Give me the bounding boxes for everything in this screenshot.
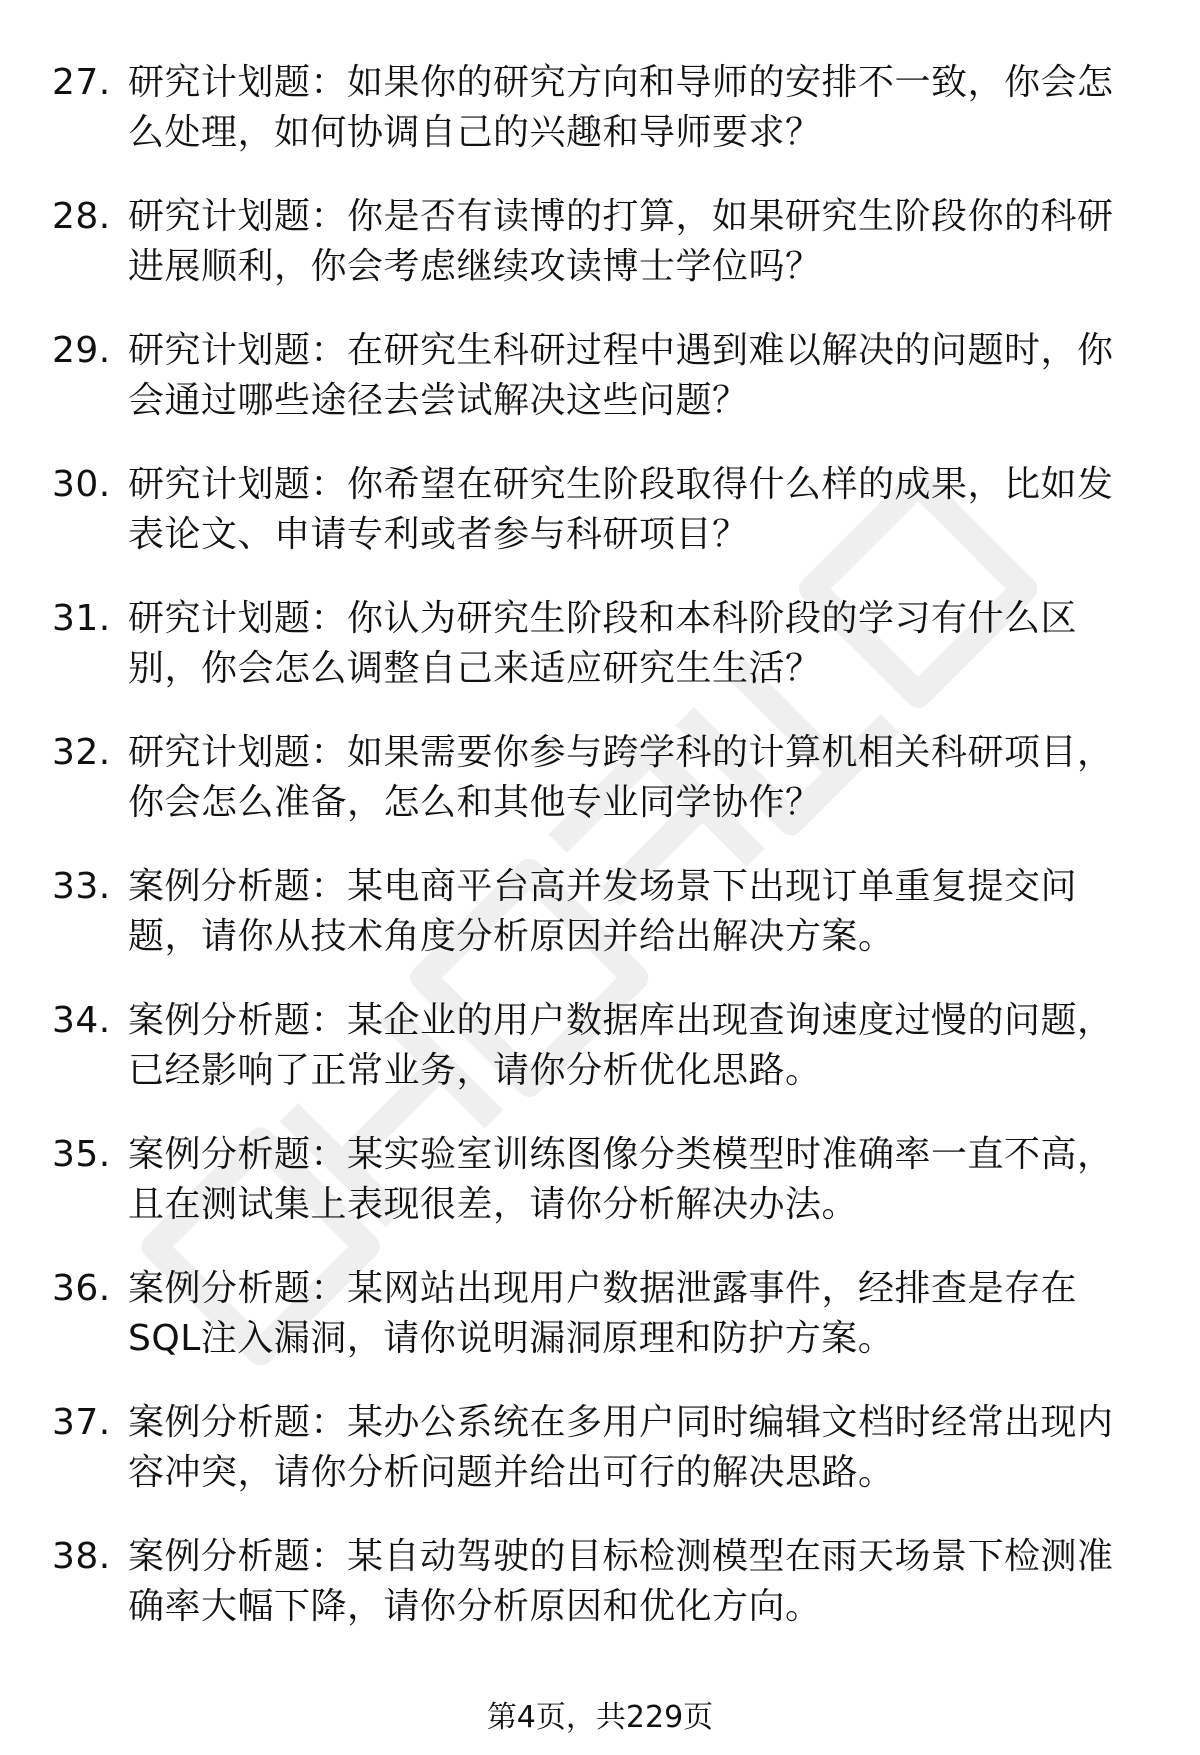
question-number: 38. <box>52 1536 111 1577</box>
question-text: 案例分析题：某自动驾驶的目标检测模型在雨天场景下检测准确率大幅下降，请你分析原因和优化方向。 <box>128 1536 1114 1627</box>
question-item <box>52 326 1142 460</box>
question-number: 29. <box>52 330 111 371</box>
question-number: 27. <box>52 62 111 103</box>
question-text: 案例分析题：某企业的用户数据库出现查询速度过慢的问题，已经影响了正常业务，请你分析优化思路。 <box>128 1000 1114 1091</box>
question-item <box>52 594 1142 728</box>
question-number: 28. <box>52 196 111 237</box>
page-number-footer: 第4页，共229页 <box>486 1700 714 1735</box>
question-item <box>52 1130 1142 1264</box>
question-text: 案例分析题：某网站出现用户数据泄露事件，经排查是存在SQL注入漏洞，请你说明漏洞原理和防护方案。 <box>128 1268 1078 1359</box>
question-number: 31. <box>52 598 111 639</box>
question-text: 研究计划题：你希望在研究生阶段取得什么样的成果，比如发表论文、申请专利或者参与科研项目？ <box>128 464 1114 555</box>
question-number: 35. <box>52 1134 111 1175</box>
question-item <box>52 996 1142 1130</box>
question-item <box>52 1532 1142 1666</box>
question-text: 研究计划题：如果你的研究方向和导师的安排不一致，你会怎么处理，如何协调自己的兴趣和导师要求？ <box>128 62 1114 153</box>
question-text: 研究计划题：你认为研究生阶段和本科阶段的学习有什么区别，你会怎么调整自己来适应研究生生活？ <box>128 598 1078 689</box>
question-number: 30. <box>52 464 111 505</box>
question-number: 37. <box>52 1402 111 1443</box>
question-number: 36. <box>52 1268 111 1309</box>
question-text: 案例分析题：某实验室训练图像分类模型时准确率一直不高，且在测试集上表现很差，请你分析解决办法。 <box>128 1134 1114 1225</box>
question-number: 34. <box>52 1000 111 1041</box>
question-item <box>52 460 1142 594</box>
question-item <box>52 192 1142 326</box>
question-text: 案例分析题：某办公系统在多用户同时编辑文档时经常出现内容冲突，请你分析问题并给出可行的解决思路。 <box>128 1402 1114 1493</box>
question-item <box>52 58 1142 192</box>
question-item <box>52 1398 1142 1532</box>
question-item <box>52 1264 1142 1398</box>
question-text: 案例分析题：某电商平台高并发场景下出现订单重复提交问题，请你从技术角度分析原因并给出解决方案。 <box>128 866 1078 957</box>
question-text: 研究计划题：在研究生科研过程中遇到难以解决的问题时，你会通过哪些途径去尝试解决这些问题？ <box>128 330 1114 421</box>
question-item <box>52 862 1142 996</box>
question-text: 研究计划题：你是否有读博的打算，如果研究生阶段你的科研进展顺利，你会考虑继续攻读博士学位吗？ <box>128 196 1114 287</box>
question-list <box>52 58 1142 1666</box>
question-number: 32. <box>52 732 111 773</box>
question-number: 33. <box>52 866 111 907</box>
question-text: 研究计划题：如果需要你参与跨学科的计算机相关科研项目，你会怎么准备，怎么和其他专业同学协作？ <box>128 732 1114 823</box>
question-item <box>52 728 1142 862</box>
